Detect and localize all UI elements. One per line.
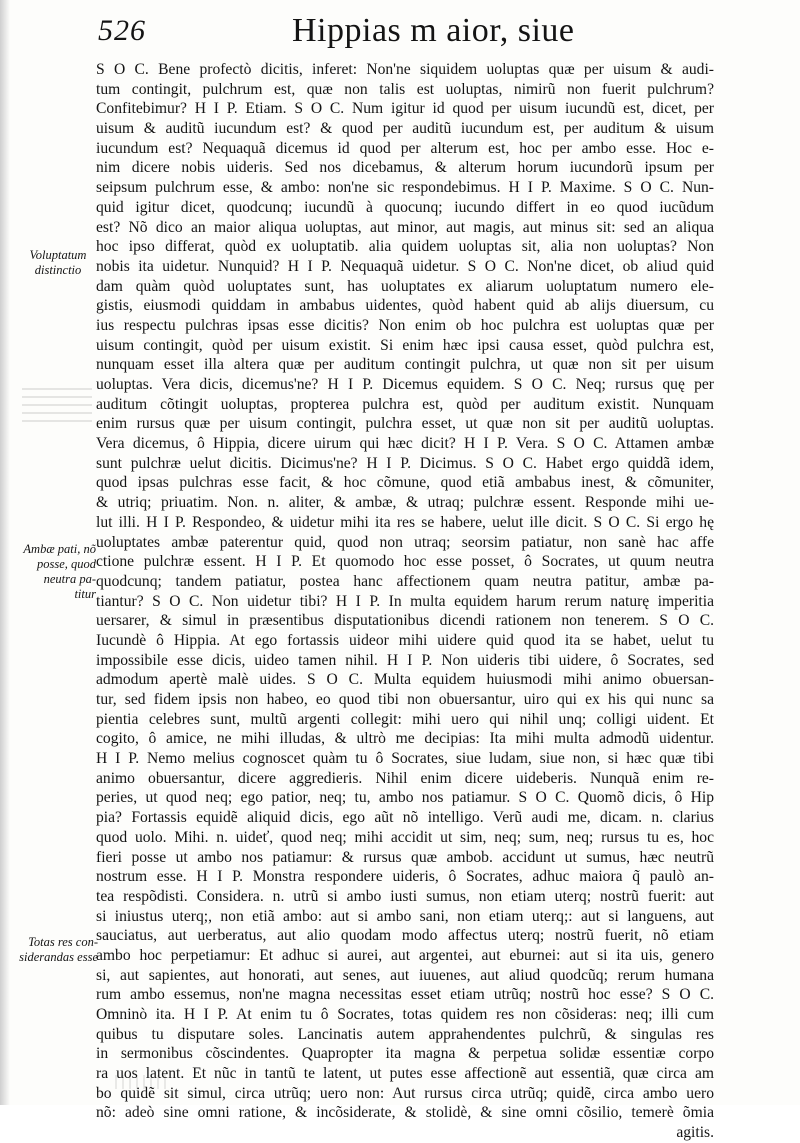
text-line: impossibile esse dicis, uideo tamen nihil. H I P. Non uideris tibi uidere, ô Socrates, sed xyxy=(96,651,714,669)
text-line: nim dicere nobis uideris. Sed nos dicebamus, & alterum horum iucundorũ ipsum per xyxy=(96,159,714,177)
text-line: uisum & auditũ iucundum est? & quod per auditũ iucundum est, per auditum & uisum xyxy=(96,120,714,138)
text-line: Iucundè ô Hippia. At ego fortassis uideor mihi uidere quid quod ita se habet, uelut tu xyxy=(96,631,714,649)
text-line: si, aut sapientes, aut honorati, aut senes, aut iuuenes, aut aliud quodcũq; rerum humana xyxy=(96,966,714,984)
margin-note-voluptatum: Voluptatum distinctio xyxy=(29,248,87,277)
text-line: sunt pulchræ uelut dicitis. Dicimus'ne? H I P. Dicimus. S O C. Habet ergo quiddã idem, xyxy=(96,454,714,472)
text-line: uisum contingit, quòd per uisum existit. Si enim hæc ipsi causa esset, quòd pulchra est, xyxy=(96,336,714,354)
text-line: sauciatus, aut uerberatus, aut alio quodam modo affectus uterq; nostrũ fuerit, nõ etiam xyxy=(96,927,714,945)
text-line: est? Nõ dico an maior aliqua uoluptas, aut minor, aut magis, aut minus sit: sed an aliqua xyxy=(96,218,714,236)
text-line: nõ: adeò sine omni ratione, & incõsiderate, & stolidè, & sine omni cõsilio, temerè õmia xyxy=(96,1104,714,1122)
text-line: pia? Fortassis equidẽ aliquid dicis, ego aũt nõ intelligo. Verũ audi me, dicam. n. clarius xyxy=(96,809,714,827)
text-line: ius respectu pulchras ipsas esse dicitis? Non enim ob hoc pulchra est uoluptas quæ per xyxy=(96,316,714,334)
text-line: Vera dicemus, ô Hippia, dicere uirum qui hæc dicit? H I P. Vera. S O C. Attamen ambæ xyxy=(96,435,714,453)
text-line: iucundum est? Nequaquã dicemus id quod per alterum est, hoc per ambo esse. Hoc e- xyxy=(96,139,714,157)
text-line: quibus tu disputare soles. Lancinatis autem apprahendentes pulchrũ, & singulas res xyxy=(96,1025,714,1043)
text-line: ra uos latent. Et nũc in tantũ te latent, ut putes esse affectionẽ aut essentiã, quæ circa am xyxy=(96,1065,714,1083)
text-line: auditum cõtingit uoluptas, propterea pulchra est, quòd per auditum existit. Nunquam xyxy=(96,395,714,413)
text-line: & utriq; priuatim. Non. n. aliter, & ambæ, & utraq; pulchræ essent. Responde mihi ue- xyxy=(96,494,714,512)
main-text-block xyxy=(96,60,714,1143)
text-line: quod ipsas pulchras esse facit, & hoc cõmune, quod etiã ambabus inest, & cõmuniter, xyxy=(96,474,714,492)
text-line: uoluptates ambæ paterentur quid, quod non utraq; seorsim patiatur, non sanè hac affe xyxy=(96,533,714,551)
text-line: uersarer, & simul in præsentibus disputationibus dicendi rationem non tenerem. S O C. xyxy=(96,612,714,630)
text-line: animo obuersantur, dicere aggredieris. Nihil enim dicere uideberis. Nunquã enim re- xyxy=(96,769,714,787)
text-line: tum contingit, pulchrum est, quæ non talis est uoluptas, nimirũ non fuerit pulchrum? xyxy=(96,80,714,98)
text-line: tea respõdisti. Considera. n. utrũ si ambo iusti sumus, non etiam uterq; nostrũ fuerit: aut xyxy=(96,887,714,905)
text-line: agitis. xyxy=(676,1124,714,1142)
page-number: 526 xyxy=(98,14,146,47)
text-line: gistis, eiusmodi quiddam in ambabus uidentes, quòd habent quid ab alijs diuersum, cu xyxy=(96,297,714,315)
text-line: pientia celebres sunt, multũ argenti collegit: mihi uero qui nihil unq; colligi uident. Et xyxy=(96,710,714,728)
text-line: hoc ipso differat, quòd ex uoluptatib. alia quidem uoluptas sit, alia non uoluptas? Non xyxy=(96,238,714,256)
text-line: nunquam esset illa altera quæ per auditum contingit pulchra, ut quæ non sit per uisum xyxy=(96,356,714,374)
text-line: seipsum pulchrum esse, & ambo: non'ne sic respondebimus. H I P. Maxime. S O C. Nun- xyxy=(96,179,714,197)
text-line: quodcunq; tandem patiatur, postea hanc affectionem quam neutra patitur, ambæ pa- xyxy=(96,572,714,590)
text-line: nostrum esse. H I P. Monstra respondere uideris, ô Socrates, adhuc maiora q̃ paulò an- xyxy=(96,868,714,886)
text-line: S O C. Bene profectò dicitis, inferet: Non'ne siquidem uoluptas quæ per uisum & audi- xyxy=(96,61,714,78)
text-line: cogito, ô amice, ne mihi illudas, & ultrò me decipias: Ita mihi multa admodũ uidentur. xyxy=(96,730,714,748)
text-line: quod uolo. Mihi. n. uideť, quod neq; mihi accidit ut sim, neq; sum, neq; rursus tu es, hoc xyxy=(96,828,714,846)
text-line: tur, sed fidem ipsis non habeo, eo quod tibi non obuersantur, uiro qui ex his qui nunc sa xyxy=(96,691,714,708)
text-line: H I P. Nemo melius cognoscet quàm tu ô Socrates, siue ludam, siue non, si hæc quæ tibi xyxy=(96,750,714,768)
text-line: tiantur? S O C. Non uidetur tibi? H I P. In multa equidem harum rerum naturę imperitia xyxy=(96,592,714,610)
text-line: in sermonibus cõscindentes. Quapropter ita magna & perpetua solidæ essentiæ corpo xyxy=(96,1045,714,1063)
text-line: admodum apertè malè uides. S O C. Multa equidem huiusmodi mihi animo obuersan- xyxy=(96,671,714,689)
text-line: ctione pulchræ essent. H I P. Et quomodo hoc esse posset, ô Socrates, ut quum neutra xyxy=(96,553,714,571)
text-line: Confitebimur? H I P. Etiam. S O C. Num igitur id quod per uisum iucundũ est, dicet, per xyxy=(96,100,714,118)
text-line: enim rursus quæ per uisum contingit, pulchra esset, ut quæ non sit per auditũ uoluptas. xyxy=(96,415,714,433)
text-line: lut illi. H I P. Respondeo, & uidetur mihi ita res se habere, uelut ille dicit. S O C. Si ergo hę xyxy=(96,513,714,531)
text-line: fieri posse ut ambo nos patiamur: & rursus quæ ambob. accidunt ut sumus, hæc neutrũ xyxy=(96,848,714,866)
text-line: bo quidẽ sit simul, circa utrũq; uero non: Aut rursus circa utrũq; quidẽ, circa ambo uero xyxy=(96,1084,714,1102)
margin-note-ambae: Ambæ pati, nõ posse, quod neutra pa- titur xyxy=(23,542,96,601)
text-line: rum ambo essemus, non'ne magna necessitas esset etiam utrũq; nostrũ hoc esse? S O C. xyxy=(96,986,714,1004)
text-line: si iniustus uterq;, non etiã ambo: aut si ambo sani, non etiam uterq;: aut si languens, aut xyxy=(96,907,714,925)
running-head: Hippias m aior, siue xyxy=(292,12,575,49)
text-line: Omninò ita. H I P. At enim tu ô Socrates, totas quidem res non cõsideras: neq; illi cum xyxy=(96,1006,714,1023)
text-line: nobis ita uidetur. Nunquid? H I P. Nequaquã uidetur. S O C. Non'ne dicet, ob aliud quid xyxy=(96,257,714,275)
text-line: peries, ut quod neq; ego patior, neq; tu, ambo nos patiamur. S O C. Quomõ dicis, ô Hip xyxy=(96,789,714,807)
text-line: quid igitur dicet, quodcunq; iucundũ à quocunq; iucundo differt in eo quod iucũdum xyxy=(96,198,714,216)
text-line: ambo hoc perpetiamur: Et adhuc si aurei, aut argentei, aut eburnei: aut si ita uis, genero xyxy=(96,946,714,964)
text-line: uoluptas. Vera dicis, dicemus'ne? H I P. Dicemus equidem. S O C. Neq; rursus quę per xyxy=(96,376,714,393)
bleed-through-mark xyxy=(22,388,92,428)
text-line: dam quàm quòd uoluptates sunt, has uoluptates ex aliarum uoluptatum numero ele- xyxy=(96,277,714,295)
margin-note-totas: Totas res con- siderandas esse xyxy=(19,935,98,964)
